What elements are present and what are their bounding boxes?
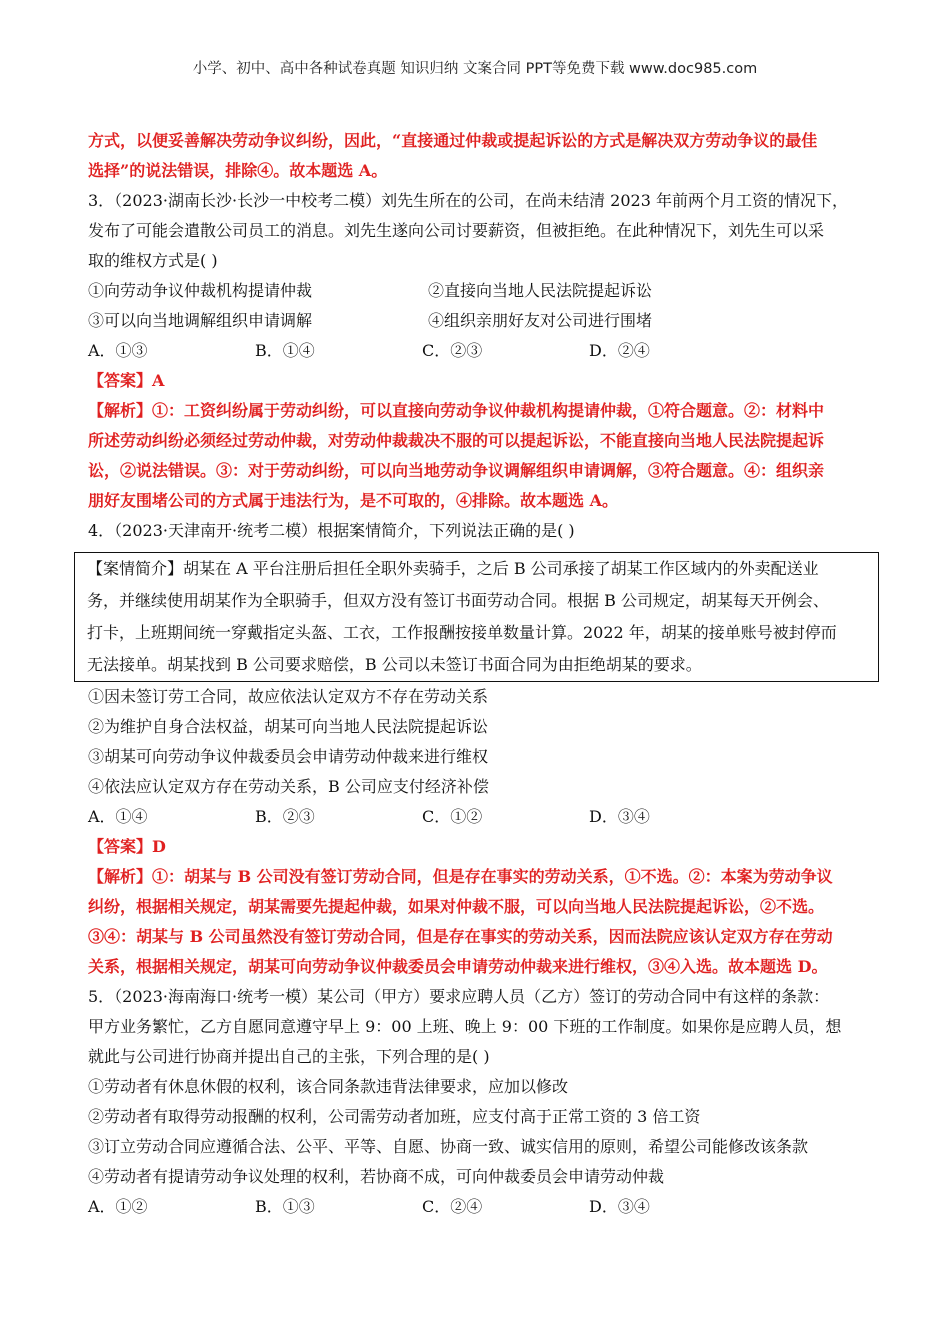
prev-analysis-line: 选择”的说法错误，排除④。故本题选 A。 xyxy=(88,161,388,180)
q4-analysis-line: 纠纷，根据相关规定，胡某需要先提起仲裁，如果对仲裁不服，可以向当地人民法院提起诉讼，②不选。 xyxy=(88,897,825,916)
document-body xyxy=(88,126,866,1222)
q5-stem-line: 5．（2023·海南海口·统考一模）某公司（甲方）要求应聘人员（乙方）签订的劳动合同中有这样的条款： xyxy=(88,987,830,1006)
q5-item: ①劳动者有休息休假的权利，该合同条款违背法律要求，应加以修改 xyxy=(88,1077,569,1096)
q5-item: ②劳动者有取得劳动报酬的权利，公司需劳动者加班，应支付高于正常工资的 3 倍工资 xyxy=(88,1107,701,1126)
q3-choice-b: B．①④ xyxy=(255,341,315,360)
q5-item: ④劳动者有提请劳动争议处理的权利，若协商不成，可向仲裁委员会申请劳动仲裁 xyxy=(88,1167,665,1186)
q4-choice-b: B．②③ xyxy=(255,807,315,826)
q4-case-box xyxy=(74,552,879,682)
q4-analysis-line: 【解析】①：胡某与 B 公司没有签订劳动合同，但是存在事实的劳动关系，①不选。②：本案为劳动争议 xyxy=(88,867,833,886)
q3-items-row xyxy=(88,276,866,306)
q3-choices xyxy=(88,336,866,366)
q5-choice-b: B．①③ xyxy=(255,1197,315,1216)
q3-analysis-line: 讼，②说法错误。③：对于劳动纠纷，可以向当地劳动争议调解组织申请调解，③符合题意。④：组织亲 xyxy=(88,461,825,480)
q5-choices xyxy=(88,1192,866,1222)
q4-item: ②为维护自身合法权益，胡某可向当地人民法院提起诉讼 xyxy=(88,717,489,736)
q3-answer: 【答案】A xyxy=(88,371,165,390)
q3-item: ②直接向当地人民法院提起诉讼 xyxy=(428,281,653,300)
q4-choice-c: C．①② xyxy=(422,807,483,826)
q3-analysis-line: 【解析】①：工资纠纷属于劳动纠纷，可以直接向劳动争议仲裁机构提请仲裁，①符合题意。②：材料中 xyxy=(88,401,825,420)
q4-item: ③胡某可向劳动争议仲裁委员会申请劳动仲裁来进行维权 xyxy=(88,747,489,766)
q5-choice-a: A．①② xyxy=(88,1197,148,1216)
q3-item: ①向劳动争议仲裁机构提请仲裁 xyxy=(88,281,313,300)
q5-stem-line: 就此与公司进行协商并提出自己的主张，下列合理的是( ) xyxy=(88,1047,490,1066)
q3-stem-line: 3．（2023·湖南长沙·长沙一中校考二模）刘先生所在的公司，在尚未结清 2023 年前两个月工资的情况下， xyxy=(88,191,848,210)
q3-analysis-line: 所述劳动纠纷必须经过劳动仲裁，对劳动仲裁裁决不服的可以提起诉讼，不能直接向当地人民法院提起诉 xyxy=(88,431,825,450)
q3-item: ③可以向当地调解组织申请调解 xyxy=(88,311,313,330)
q4-choices xyxy=(88,802,866,832)
q3-choice-a: A．①③ xyxy=(88,341,148,360)
q3-analysis-line: 朋好友围堵公司的方式属于违法行为，是不可取的，④排除。故本题选 A。 xyxy=(88,491,618,510)
q4-choice-a: A．①④ xyxy=(88,807,148,826)
q5-item: ③订立劳动合同应遵循合法、公平、平等、自愿、协商一致、诚实信用的原则，希望公司能修改该条款 xyxy=(88,1137,809,1156)
q5-choice-d: D．③④ xyxy=(589,1197,650,1216)
q3-item: ④组织亲朋好友对公司进行围堵 xyxy=(428,311,653,330)
q3-stem-line: 发布了可能会遣散公司员工的消息。刘先生遂向公司讨要薪资，但被拒绝。在此种情况下，刘先生可以采 xyxy=(88,221,825,240)
q3-items-row xyxy=(88,306,866,336)
q4-case-line: 务，并继续使用胡某作为全职骑手，但双方没有签订书面劳动合同。根据 B 公司规定，胡某每天开例会、 xyxy=(87,591,829,610)
q5-choice-c: C．②④ xyxy=(422,1197,483,1216)
q4-case-line: 无法接单。胡某找到 B 公司要求赔偿，B 公司以未签订书面合同为由拒绝胡某的要求。 xyxy=(87,655,702,674)
q3-choice-c: C．②③ xyxy=(422,341,483,360)
q5-stem-line: 甲方业务繁忙，乙方自愿同意遵守早上 9：00 上班、晚上 9：00 下班的工作制度。如果你是应聘人员，想 xyxy=(88,1017,842,1036)
q4-answer: 【答案】D xyxy=(88,837,166,856)
q4-case-line: 【案情简介】胡某在 A 平台注册后担任全职外卖骑手，之后 B 公司承接了胡某工作区域内的外卖配送业 xyxy=(87,559,819,578)
q4-item: ④依法应认定双方存在劳动关系，B 公司应支付经济补偿 xyxy=(88,777,489,796)
q4-analysis-line: ③④：胡某与 B 公司虽然没有签订劳动合同，但是存在事实的劳动关系，因而法院应该认定双方存在劳动 xyxy=(88,927,833,946)
q3-choice-d: D．②④ xyxy=(589,341,650,360)
q3-stem-line: 取的维权方式是( ) xyxy=(88,251,218,270)
q4-analysis-line: 关系，根据相关规定，胡某可向劳动争议仲裁委员会申请劳动仲裁来进行维权，③④入选。故本题选 D。 xyxy=(88,957,828,976)
page-header: 小学、初中、高中各种试卷真题 知识归纳 文案合同 PPT等免费下载 www.doc985.com xyxy=(192,61,758,77)
q4-stem: 4．（2023·天津南开·统考二模）根据案情简介，下列说法正确的是( ) xyxy=(88,521,575,540)
q4-item: ①因未签订劳工合同，故应依法认定双方不存在劳动关系 xyxy=(88,687,489,706)
q4-choice-d: D．③④ xyxy=(589,807,650,826)
q4-case-line: 打卡，上班期间统一穿戴指定头盔、工衣，工作报酬按接单数量计算。2022 年，胡某的接单账号被封停而 xyxy=(87,623,837,642)
prev-analysis-line: 方式，以便妥善解决劳动争议纠纷，因此，“直接通过仲裁或提起诉讼的方式是解决双方劳动争议的最佳 xyxy=(88,131,818,150)
